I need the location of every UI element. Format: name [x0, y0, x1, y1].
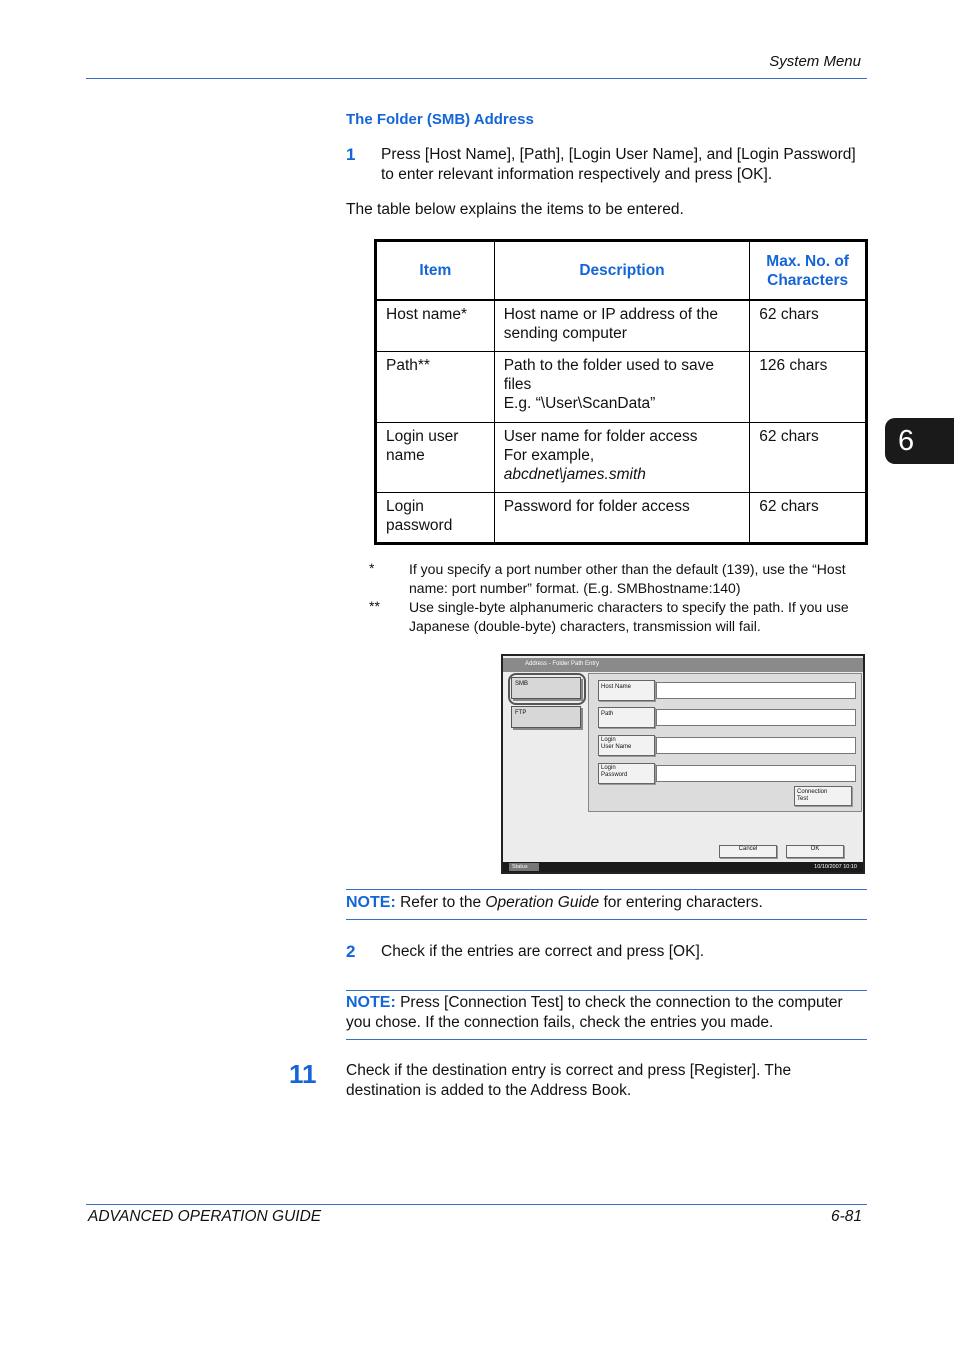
status-button[interactable]: Status: [509, 863, 539, 871]
header-description: Description: [494, 241, 750, 301]
cell-max: 62 chars: [750, 492, 867, 543]
footer-page-number: 6-81: [830, 1208, 862, 1225]
items-table: [374, 239, 868, 545]
header-item: Item: [376, 241, 495, 301]
step-11-number: 11: [289, 1059, 317, 1089]
note-text: Press [Connection Test] to check the connection to the computer you chose. If the connection fails, check the entries you made.: [346, 994, 843, 1031]
running-header: System Menu: [769, 53, 861, 70]
footnote-mark: *: [369, 560, 375, 576]
host-name-input[interactable]: [656, 682, 856, 699]
footnote-mark: **: [369, 598, 380, 614]
cell-max: 126 chars: [750, 351, 867, 422]
login-user-name-button[interactable]: [598, 735, 655, 756]
step-2-number: 2: [346, 942, 356, 961]
table-row: [376, 300, 867, 351]
ftp-tab-button[interactable]: [511, 706, 581, 728]
path-label: Path: [601, 711, 614, 717]
desc-example: abcdnet\james.smith: [503, 465, 646, 483]
note-2: [346, 993, 867, 1033]
step-1-text: Press [Host Name], [Path], [Login User Name], and [Login Password] to enter relevant information respectively and press [OK].: [381, 146, 856, 183]
entry-form: [588, 673, 862, 812]
header-rule: [86, 78, 867, 79]
smb-tab-label: SMB: [515, 681, 529, 687]
desc-line: E.g. “\User\ScanData”: [503, 394, 656, 412]
intro-paragraph: The table below explains the items to be entered.: [346, 201, 684, 218]
step-2-text: Check if the entries are correct and press [OK].: [381, 943, 705, 960]
note-rule-bottom: [346, 1039, 867, 1040]
panel-title: Address - Folder Path Entry: [525, 661, 600, 667]
footer-guide-title: ADVANCED OPERATION GUIDE: [88, 1208, 322, 1225]
status-datetime: 10/10/2007 10:10: [814, 864, 857, 870]
table-header-row: [376, 241, 867, 301]
step-11-text: Check if the destination entry is correct and press [Register]. The destination is added to the Address Book.: [346, 1062, 792, 1099]
cell-max: 62 chars: [750, 300, 867, 351]
section-title: The Folder (SMB) Address: [346, 111, 534, 128]
table-row: [376, 422, 867, 492]
desc-line: For example,: [503, 446, 595, 464]
host-name-button[interactable]: [598, 680, 655, 701]
panel-screenshot: [501, 654, 865, 874]
desc-line: Path to the folder used to save files: [503, 356, 714, 393]
desc-line: Password for folder access: [503, 497, 690, 515]
note-label: NOTE:: [346, 894, 396, 911]
login-password-button[interactable]: [598, 763, 655, 784]
note-guide-title: Operation Guide: [485, 894, 600, 911]
footnote-text: Use single-byte alphanumeric characters to specify the path. If you use Japanese (double-byte) characters, transmission will fail.: [409, 599, 849, 634]
step-1-number: 1: [346, 145, 356, 164]
host-name-label: Host Name: [601, 684, 632, 690]
footer-rule: [86, 1204, 867, 1205]
cell-description: [494, 300, 750, 351]
chapter-tab: 6: [885, 418, 954, 464]
desc-line: Host name or IP address of the sending computer: [503, 306, 718, 342]
desc-line: User name for folder access: [503, 427, 698, 445]
cell-max: 62 chars: [750, 422, 867, 492]
path-input[interactable]: [656, 709, 856, 726]
smb-tab-button[interactable]: [511, 677, 581, 699]
connection-test-button[interactable]: [794, 786, 852, 806]
note-rule-bottom: [346, 919, 867, 920]
note-text: Refer to the: [400, 894, 482, 911]
note-rule-top: [346, 889, 867, 890]
note-text: for entering characters.: [603, 894, 763, 911]
login-password-input[interactable]: [656, 765, 856, 782]
note-1: [346, 893, 867, 913]
cell-item: Login password: [376, 492, 495, 543]
login-password-label: Login Password: [601, 765, 628, 778]
cell-item: Path**: [376, 351, 495, 422]
ftp-tab-label: FTP: [515, 710, 527, 716]
note-rule-top: [346, 990, 867, 991]
login-user-name-input[interactable]: [656, 737, 856, 754]
path-button[interactable]: [598, 707, 655, 728]
cell-item: Login user name: [376, 422, 495, 492]
cell-description: [494, 351, 750, 422]
table-row: [376, 351, 867, 422]
connection-test-label: Connection Test: [797, 789, 828, 802]
cell-item: Host name*: [376, 300, 495, 351]
cell-description: [494, 422, 750, 492]
note-label: NOTE:: [346, 994, 396, 1011]
ok-button[interactable]: OK: [786, 845, 844, 858]
status-bar: [503, 862, 863, 872]
login-user-name-label: Login User Name: [601, 737, 632, 750]
cancel-button[interactable]: Cancel: [719, 845, 777, 858]
header-max-chars: Max. No. of Characters: [750, 241, 867, 301]
footnote-text: If you specify a port number other than the default (139), use the “Host name: port number” format. (E.g. SMBhostname:140): [409, 561, 846, 596]
cell-description: [494, 492, 750, 543]
table-row: [376, 492, 867, 543]
